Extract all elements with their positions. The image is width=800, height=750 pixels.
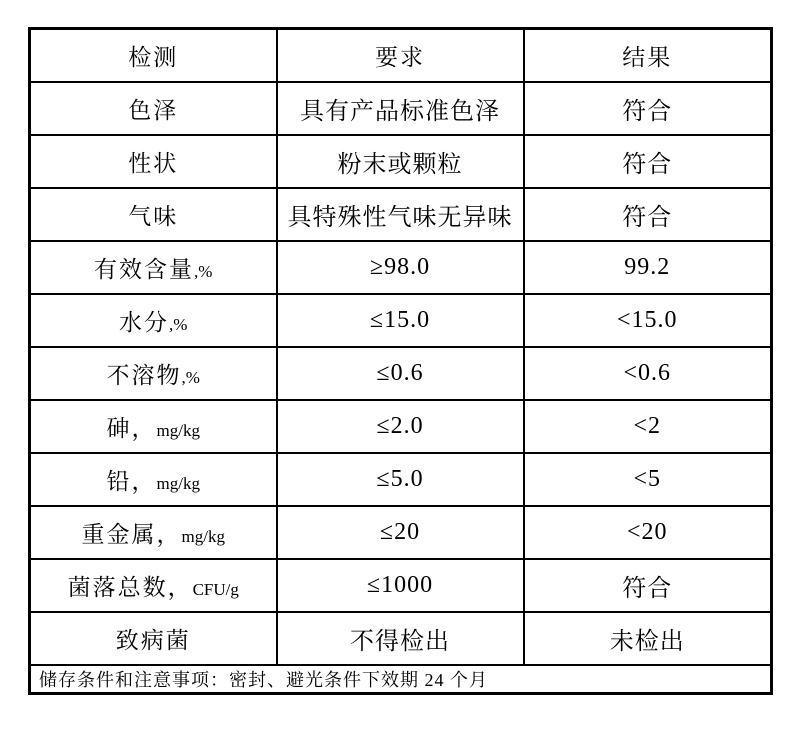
result-cell: <5: [524, 453, 772, 506]
inspection-table: [28, 27, 773, 695]
header-result: 结果: [524, 29, 772, 82]
test-item-cell: [30, 400, 277, 453]
item-label: 性状: [128, 150, 179, 176]
item-label: 有效含量: [94, 256, 195, 282]
result-cell: <0.6: [524, 347, 772, 400]
requirement-cell: 具有产品标准色泽: [277, 82, 524, 135]
item-label: 菌落总数，: [67, 574, 193, 600]
footer-row: [30, 665, 772, 694]
result-cell: <15.0: [524, 294, 772, 347]
table-row: [30, 135, 772, 188]
result-cell: <20: [524, 506, 772, 559]
result-cell: 符合: [524, 82, 772, 135]
test-item-cell: [30, 188, 277, 241]
storage-note: 储存条件和注意事项：密封、避光条件下效期 24 个月: [30, 665, 772, 694]
table-row: [30, 506, 772, 559]
test-item-cell: [30, 82, 277, 135]
requirement-cell: ≤5.0: [277, 453, 524, 506]
item-unit: ,%: [181, 367, 200, 387]
result-cell: 符合: [524, 135, 772, 188]
header-test: 检测: [30, 29, 277, 82]
table-row: [30, 347, 772, 400]
requirement-cell: ≤1000: [277, 559, 524, 612]
table-row: [30, 188, 772, 241]
item-label: 不溶物: [106, 362, 182, 388]
requirement-cell: 粉末或颗粒: [277, 135, 524, 188]
result-cell: 未检出: [524, 612, 772, 665]
item-label: 砷，: [106, 415, 157, 441]
inspection-table-container: [28, 27, 770, 695]
requirement-cell: ≤2.0: [277, 400, 524, 453]
item-label: 致病菌: [115, 627, 191, 653]
table-row: [30, 612, 772, 665]
test-item-cell: [30, 506, 277, 559]
item-unit: CFU/g: [192, 579, 239, 599]
table-row: [30, 294, 772, 347]
requirement-cell: 不得检出: [277, 612, 524, 665]
test-item-cell: [30, 347, 277, 400]
requirement-cell: ≤20: [277, 506, 524, 559]
item-unit: ,%: [194, 261, 213, 281]
test-item-cell: [30, 241, 277, 294]
item-label: 色泽: [128, 97, 179, 123]
requirement-cell: ≤15.0: [277, 294, 524, 347]
requirement-cell: ≤0.6: [277, 347, 524, 400]
table-row: [30, 82, 772, 135]
item-unit: ,%: [169, 314, 188, 334]
header-row: [30, 29, 772, 82]
result-cell: <2: [524, 400, 772, 453]
table-row: [30, 559, 772, 612]
result-cell: 99.2: [524, 241, 772, 294]
result-cell: 符合: [524, 559, 772, 612]
requirement-cell: ≥98.0: [277, 241, 524, 294]
table-row: [30, 400, 772, 453]
test-item-cell: [30, 453, 277, 506]
test-item-cell: [30, 294, 277, 347]
test-item-cell: [30, 612, 277, 665]
item-unit: mg/kg: [156, 473, 200, 493]
table-row: [30, 241, 772, 294]
item-label: 气味: [128, 203, 179, 229]
header-requirement: 要求: [277, 29, 524, 82]
item-label: 铅，: [106, 468, 157, 494]
test-item-cell: [30, 135, 277, 188]
requirement-cell: 具特殊性气味无异味: [277, 188, 524, 241]
table-row: [30, 453, 772, 506]
result-cell: 符合: [524, 188, 772, 241]
test-item-cell: [30, 559, 277, 612]
item-label: 水分: [119, 309, 170, 335]
item-label: 重金属，: [81, 521, 182, 547]
item-unit: mg/kg: [181, 526, 225, 546]
item-unit: mg/kg: [156, 420, 200, 440]
